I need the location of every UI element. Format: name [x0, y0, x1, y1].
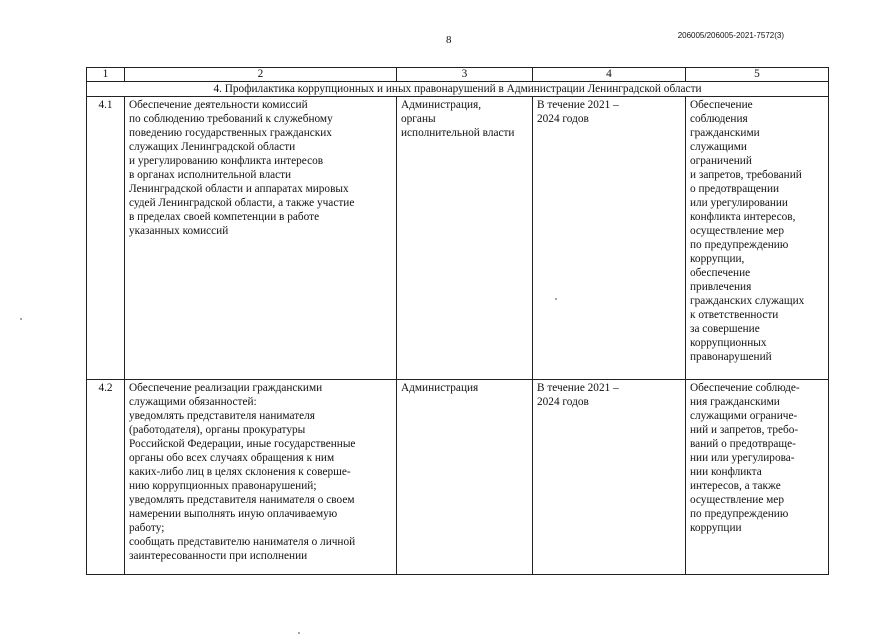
table-row	[87, 97, 829, 380]
column-number: 2	[125, 68, 397, 82]
row-executor: Администрация, органы исполнительной власти	[397, 97, 533, 380]
row-executor: Администрация	[397, 380, 533, 575]
scan-speck	[20, 318, 22, 320]
document-id: 206005/206005-2021-7572(3)	[677, 31, 784, 40]
row-result: Обеспечение соблюдения гражданскими служащими ограничений и запретов, требований о предотвращении или урегулировании конфликта интересов, осуществление мер по предупреждению коррупции, обеспечение привлечения гражданских служащих к ответственности за совершение коррупционных правонарушений	[686, 97, 829, 380]
measures-table	[86, 67, 829, 575]
column-number: 4	[533, 68, 686, 82]
column-number: 3	[397, 68, 533, 82]
row-action: Обеспечение реализации гражданскими служащими обязанностей: уведомлять представителя нанимателя (работодателя), органы прокуратуры Российской Федерации, иные государственные органы обо всех случаях обращения к ним каких-либо лиц в целях склонения к соверше- нию коррупционных правонарушений; уведомлять представителя нанимателя о своем намерении выполнять иную оплачиваемую работу; сообщать представителю нанимателя о личной заинтересованности при исполнении	[125, 380, 397, 575]
column-number-row	[87, 68, 829, 82]
table-row	[87, 380, 829, 575]
column-number: 1	[87, 68, 125, 82]
column-number: 5	[686, 68, 829, 82]
scan-speck	[298, 632, 300, 634]
scan-speck	[555, 298, 557, 300]
row-result: Обеспечение соблюде- ния гражданскими служащими ограниче- ний и запретов, требо- ваний о предотвраще- нии или урегулирова- нии конфликта интересов, а также осуществление мер по предупреждению коррупции	[686, 380, 829, 575]
page-number: 8	[446, 34, 452, 46]
row-term: В течение 2021 – 2024 годов	[533, 97, 686, 380]
section-title: 4. Профилактика коррупционных и иных правонарушений в Администрации Ленинградской области	[87, 82, 829, 97]
row-number: 4.2	[87, 380, 125, 575]
row-term: В течение 2021 – 2024 годов	[533, 380, 686, 575]
section-row	[87, 82, 829, 97]
row-action: Обеспечение деятельности комиссий по соблюдению требований к служебному поведению государственных гражданских служащих Ленинградской области и урегулированию конфликта интересов в органах исполнительной власти Ленинградской области и аппаратах мировых судей Ленинградской области, а также участие в пределах своей компетенции в работе указанных комиссий	[125, 97, 397, 380]
row-number: 4.1	[87, 97, 125, 380]
